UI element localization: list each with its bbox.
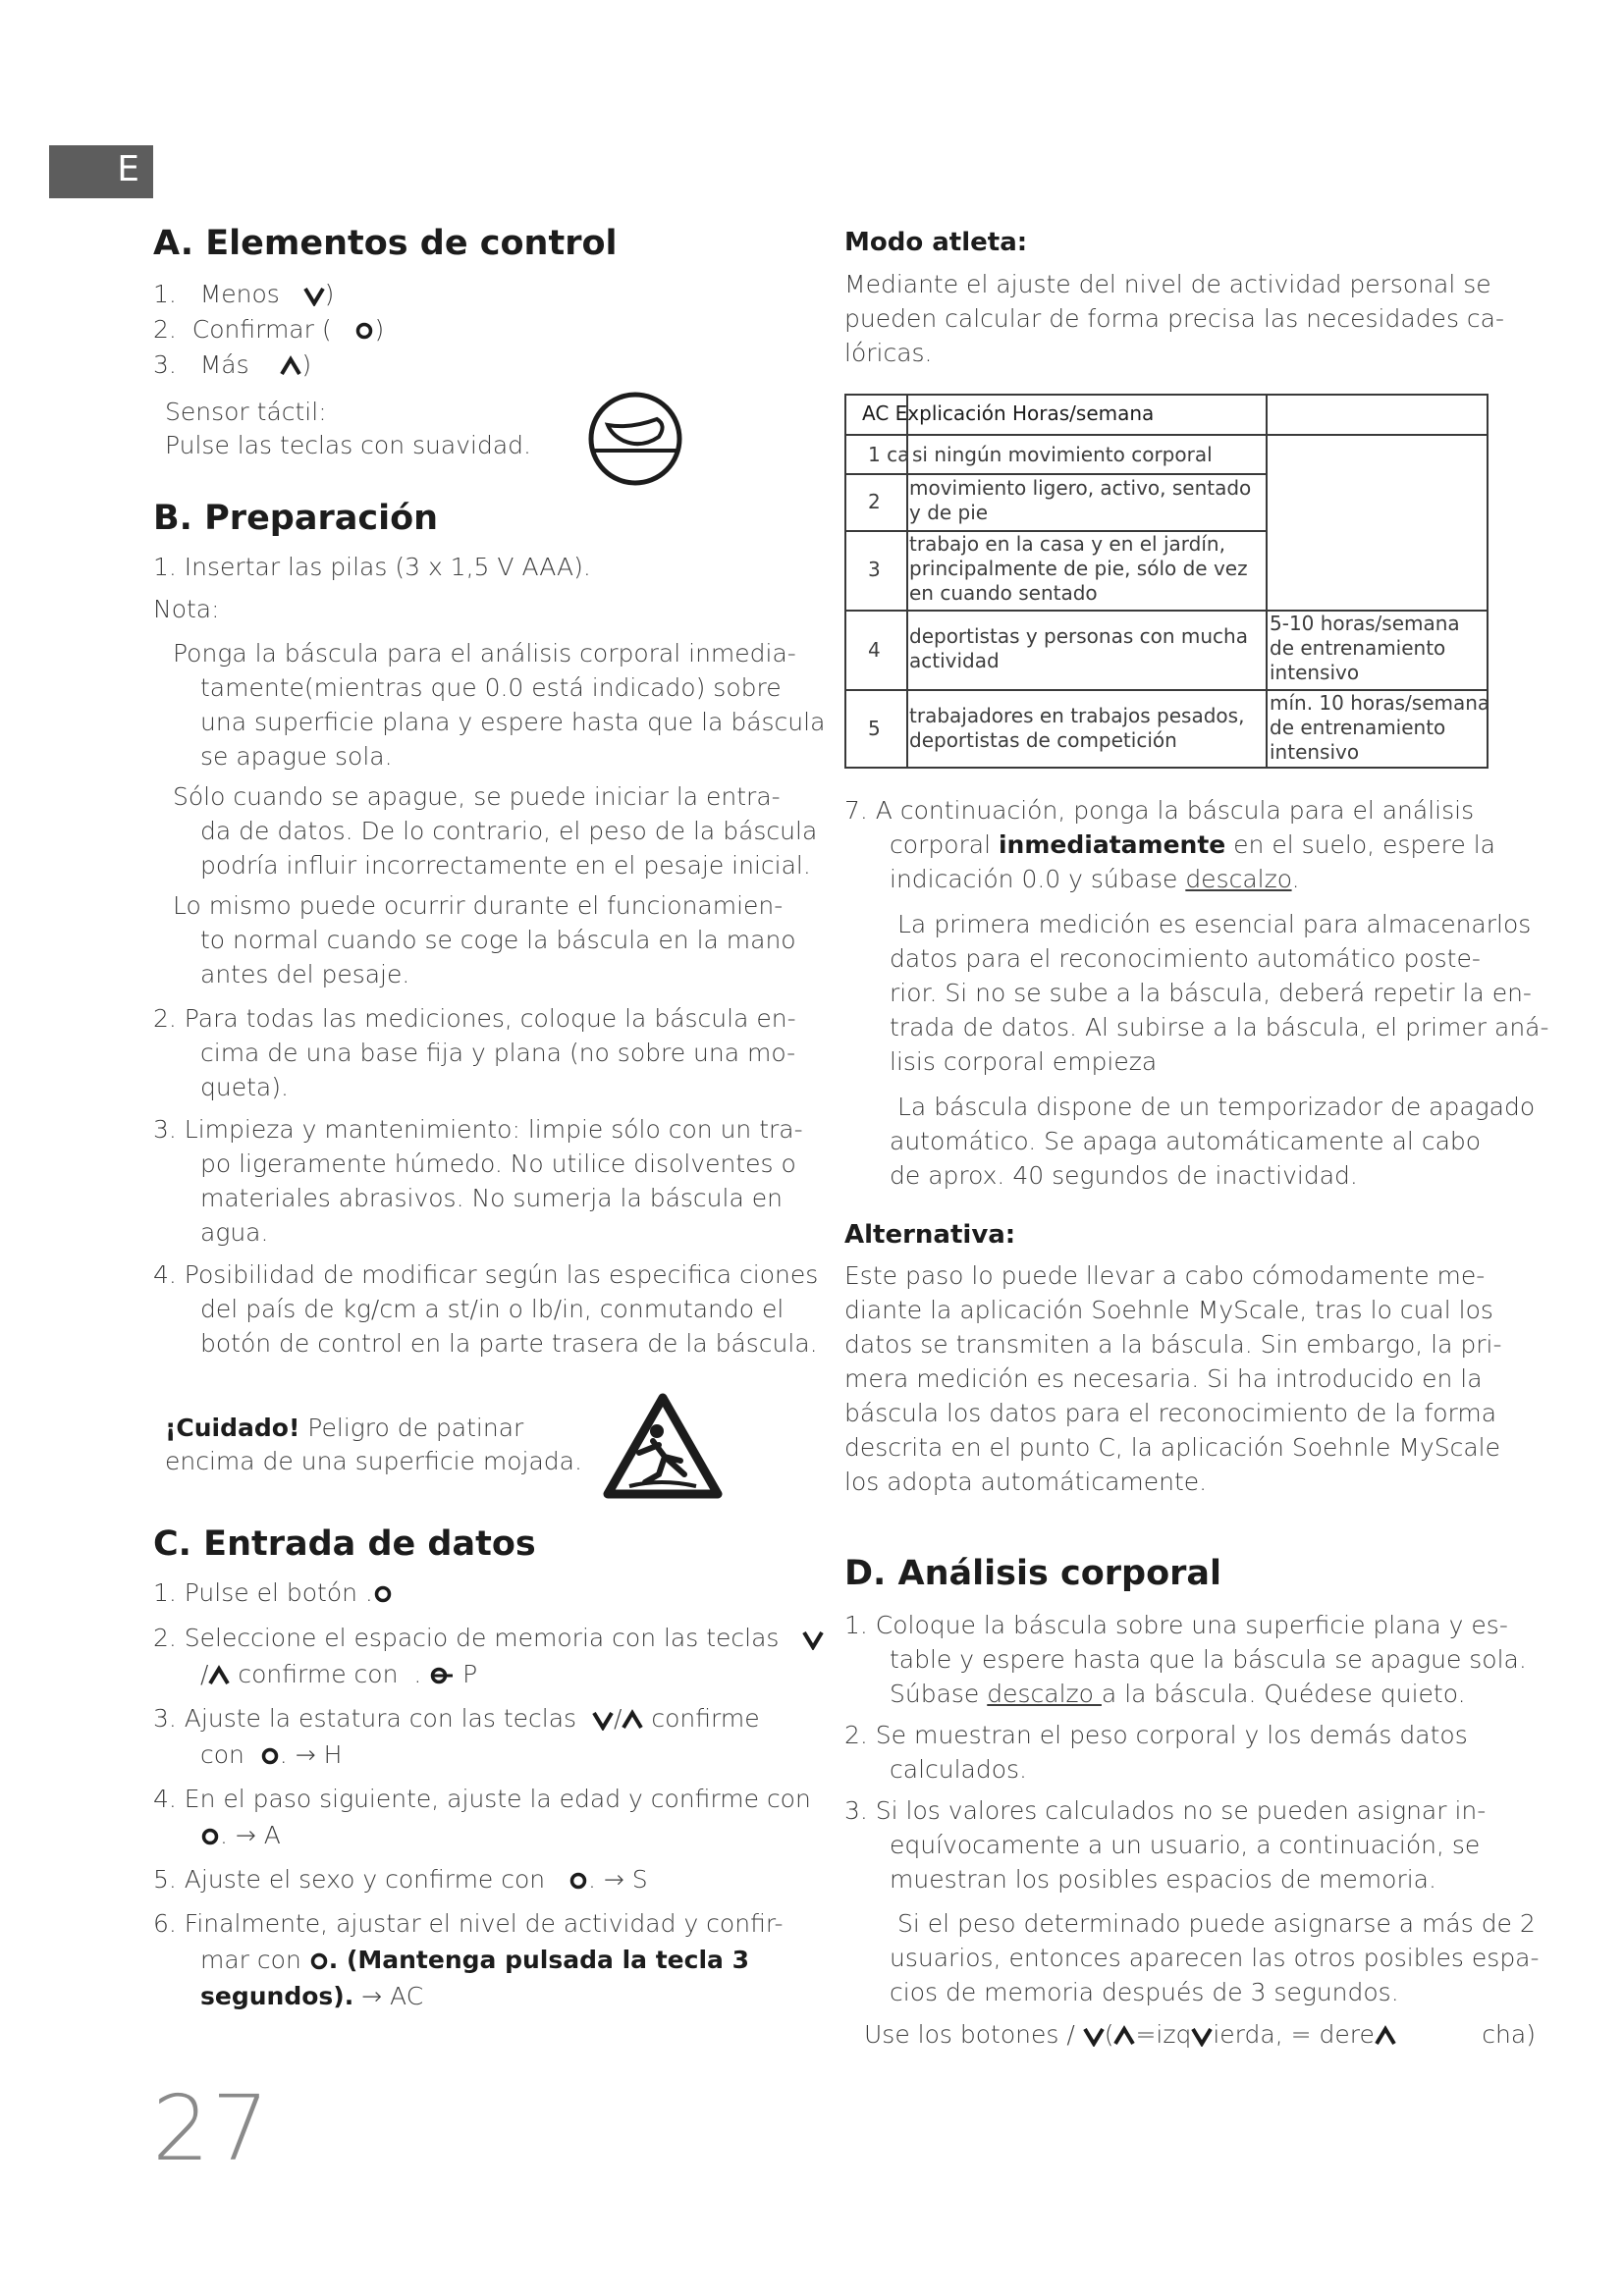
prep-item-2: 2. Para todas las mediciones, coloque la báscula en- xyxy=(153,1004,796,1033)
step-result: P xyxy=(455,1660,478,1688)
row-ac: 4 xyxy=(868,638,881,662)
table-header: AC Explicación Horas/semana xyxy=(862,401,1155,425)
analysis-line: 1. Coloque la báscula sobre una superficie plana y es- xyxy=(844,1611,1508,1639)
slash: / xyxy=(613,1704,623,1733)
note-label: Nota: xyxy=(153,595,220,623)
step-text: mar con xyxy=(200,1946,301,1974)
row-ac: 2 xyxy=(868,490,881,513)
confirm-key-icon xyxy=(354,321,374,341)
alternative-line: datos se transmiten a la báscula. Sin embargo, la pri- xyxy=(844,1330,1502,1359)
step-text: 1. Pulse el botón xyxy=(153,1578,357,1607)
prep-item-3: 3. Limpieza y mantenimiento: limpie sólo con un tra- xyxy=(153,1115,803,1144)
down-key-icon xyxy=(1083,2025,1105,2047)
row-desc: deportistas de competición xyxy=(909,728,1177,752)
row-desc: si ningún movimiento corporal xyxy=(912,443,1213,466)
row-ac: 5 xyxy=(868,717,881,740)
caution-rest: Peligro de patinar xyxy=(299,1414,524,1442)
confirm-key-icon xyxy=(260,1746,280,1766)
item-num: 2. xyxy=(153,315,177,344)
item-label: Menos xyxy=(199,280,280,308)
entry-step-2 xyxy=(153,1621,824,1655)
paren: ( xyxy=(1104,2020,1114,2049)
section-d-title: D. Análisis corporal xyxy=(844,1554,1222,1593)
note-line: Sólo cuando se apague, se puede iniciar la entra- xyxy=(173,782,781,811)
row-hours: intensivo xyxy=(1270,740,1360,764)
text: corporal xyxy=(890,830,999,859)
row-hours: 5-10 horas/semana xyxy=(1270,612,1460,635)
item-close: ) xyxy=(324,280,335,308)
prep-item-3-cont: agua. xyxy=(200,1218,269,1247)
step-text: con xyxy=(200,1740,244,1769)
entry-step-2-cont xyxy=(200,1657,477,1691)
row-desc: movimiento ligero, activo, sentado xyxy=(909,476,1252,500)
prep-item-4-cont: del país de kg/cm a st/in o lb/in, conmutando el xyxy=(200,1295,785,1323)
analysis-line: equívocamente a un usuario, a continuación, se xyxy=(890,1831,1481,1859)
dot: . xyxy=(364,1578,373,1607)
alternative-line: Este paso lo puede llevar a cabo cómodamente me- xyxy=(844,1261,1486,1290)
item-close: ) xyxy=(301,350,312,379)
alternative-line: descrita en el punto C, la aplicación Soehnle MyScale xyxy=(844,1433,1500,1462)
analysis-line: 3. Si los valores calculados no se pueden asignar in- xyxy=(844,1796,1487,1825)
note-line: una superficie plana y espere hasta que la báscula xyxy=(200,708,826,736)
athlete-line: pueden calcular de forma precisa las necesidades ca- xyxy=(844,304,1504,333)
control-item-1 xyxy=(153,277,334,311)
prep-item-3-cont: materiales abrasivos. No sumerja la báscula en xyxy=(200,1184,783,1212)
sensor-title: Sensor táctil: xyxy=(165,398,327,426)
note-line: tamente(mientras que 0.0 está indicado) sobre xyxy=(200,673,782,702)
text: indicación 0.0 y súbase xyxy=(890,865,1186,893)
slash: / xyxy=(200,1660,209,1688)
section-a-title: A. Elementos de control xyxy=(153,224,618,263)
text: Use los botones / xyxy=(864,2020,1075,2049)
prep-item-4-cont: botón de control en la parte trasera de la báscula. xyxy=(200,1329,818,1358)
section-tab-letter: E xyxy=(117,149,139,189)
prep-item-4: 4. Posibilidad de modificar según las especifica ciones xyxy=(153,1260,819,1289)
step-result: → AC xyxy=(353,1982,424,2010)
step-result: . → A xyxy=(220,1821,281,1849)
row-desc: trabajadores en trabajos pesados, xyxy=(909,704,1245,727)
note-line: da de datos. De lo contrario, el peso de la báscula xyxy=(200,817,818,845)
up-key-icon xyxy=(1113,2025,1135,2047)
alternative-line: mera medición es necesaria. Si ha introducido en la xyxy=(844,1364,1483,1393)
confirm-key-icon xyxy=(568,1871,588,1891)
prep-item-1: 1. Insertar las pilas (3 x 1,5 V AAA). xyxy=(153,553,591,581)
analysis-line: calculados. xyxy=(890,1755,1028,1784)
underlined-text: descalzo xyxy=(987,1680,1102,1708)
step-result: . → H xyxy=(279,1740,343,1769)
analysis-p: Si el peso determinado puede asignarse a más de 2 xyxy=(897,1909,1536,1938)
text: =izq xyxy=(1135,2020,1192,2049)
analysis-line: 2. Se muestran el peso corporal y los demás datos xyxy=(844,1721,1468,1749)
step-result: . → S xyxy=(587,1865,648,1894)
entry-step-4-cont xyxy=(200,1818,281,1852)
dot: . xyxy=(413,1660,422,1688)
row-hours: mín. 10 horas/semana xyxy=(1270,691,1490,715)
row-desc: en cuando sentado xyxy=(909,581,1098,605)
step7-p1: lisis corporal empieza xyxy=(890,1047,1158,1076)
step-text: 5. Ajuste el sexo y confirme con xyxy=(153,1865,546,1894)
up-key-icon xyxy=(622,1709,643,1731)
row-desc: y de pie xyxy=(909,501,989,524)
step7-p2: La báscula dispone de un temporizador de apagado xyxy=(897,1093,1536,1121)
note-line: se apague sola. xyxy=(200,742,393,771)
step-text: 3. Ajuste la estatura con las teclas xyxy=(153,1704,577,1733)
bold-text: inmediatamente xyxy=(998,830,1226,859)
item-num: 1. xyxy=(153,280,177,308)
text: cha) xyxy=(1482,2020,1536,2049)
prep-item-2-cont: cima de una base fija y plana (no sobre una mo- xyxy=(200,1039,796,1067)
note-line: antes del pesaje. xyxy=(200,960,410,988)
alternative-line: báscula los datos para el reconocimiento de la forma xyxy=(844,1399,1497,1427)
underlined-text: descalzo xyxy=(1185,865,1292,893)
step7-p2: automático. Se apaga automáticamente al cabo xyxy=(890,1127,1482,1155)
step7-p2: de aprox. 40 segundos de inactividad. xyxy=(890,1161,1358,1190)
text: en el suelo, espere la xyxy=(1225,830,1495,859)
confirm-key-icon xyxy=(373,1584,393,1604)
alternative-title: Alternativa: xyxy=(844,1220,1016,1250)
note-line: podría influir incorrectamente en el pesaje inicial. xyxy=(200,851,811,880)
row-ac: 3 xyxy=(868,558,881,581)
down-key-icon xyxy=(303,285,325,306)
row-desc: actividad xyxy=(909,649,1000,672)
row-desc: trabajo en la casa y en el jardín, xyxy=(909,532,1225,556)
page-number: 27 xyxy=(152,2076,272,2181)
analysis-line: muestran los posibles espacios de memoria. xyxy=(890,1865,1436,1894)
activity-table xyxy=(844,394,1489,769)
step-bold: . (Mantenga pulsada la tecla 3 xyxy=(328,1946,749,1974)
athlete-line: Mediante el ajuste del nivel de actividad personal se xyxy=(844,270,1491,298)
text: ierda, = dere xyxy=(1213,2020,1375,2049)
entry-step-3-cont xyxy=(200,1737,342,1772)
entry-step-5 xyxy=(153,1862,648,1896)
row-ac: 1 ca xyxy=(868,443,910,466)
row-hours: de entrenamiento xyxy=(1270,636,1446,660)
down-key-icon xyxy=(1191,2025,1213,2047)
step-text: confirme con xyxy=(230,1660,399,1688)
caution-line-1 xyxy=(165,1411,523,1445)
step7-p1: rior. Si no se sube a la báscula, deberá repetir la en- xyxy=(890,979,1532,1007)
step7-p1: La primera medición es esencial para almacenarlos xyxy=(897,910,1532,938)
up-key-icon xyxy=(1375,2025,1396,2047)
down-key-icon xyxy=(802,1629,824,1650)
item-label: Más xyxy=(199,350,249,379)
step-text: 2. Seleccione el espacio de memoria con las teclas xyxy=(153,1624,780,1652)
text: Súbase xyxy=(890,1680,988,1708)
analysis-p: cios de memoria después de 3 segundos. xyxy=(890,1978,1399,2006)
item-num: 3. xyxy=(153,350,177,379)
step7-line-2 xyxy=(890,828,1495,862)
section-b-title: B. Preparación xyxy=(153,499,439,538)
down-key-icon xyxy=(592,1709,614,1731)
text: a la báscula. Quédese quieto. xyxy=(1101,1680,1466,1708)
item-close: ) xyxy=(374,315,385,344)
alternative-line: diante la aplicación Soehnle MyScale, tras lo cual los xyxy=(844,1296,1493,1324)
entry-step-3 xyxy=(153,1701,760,1735)
note-line: Ponga la báscula para el análisis corporal inmedia- xyxy=(173,639,796,667)
row-desc: deportistas y personas con mucha xyxy=(909,624,1248,648)
prep-item-2-cont: queta). xyxy=(200,1073,289,1101)
up-key-icon xyxy=(280,355,301,377)
entry-step-4: 4. En el paso siguiente, ajuste la edad y confirme con xyxy=(153,1785,811,1813)
analysis-last-line xyxy=(864,2017,1536,2052)
arrow-icon xyxy=(429,1666,455,1685)
confirm-key-icon xyxy=(200,1827,220,1846)
step-text: confirme xyxy=(643,1704,760,1733)
control-item-2 xyxy=(153,312,384,347)
touch-sensor-icon xyxy=(586,390,684,488)
entry-step-6: 6. Finalmente, ajustar el nivel de actividad y confir- xyxy=(153,1909,784,1938)
athlete-line: lóricas. xyxy=(844,339,933,367)
up-key-icon xyxy=(208,1665,230,1686)
analysis-p: usuarios, entonces aparecen las otros posibles espa- xyxy=(890,1944,1540,1972)
prep-item-3-cont: po ligeramente húmedo. No utilice disolventes o xyxy=(200,1149,796,1178)
row-hours: intensivo xyxy=(1270,661,1360,684)
row-hours: de entrenamiento xyxy=(1270,716,1446,739)
caution-line-2: encima de una superficie mojada. xyxy=(165,1447,582,1475)
entry-step-6-cont xyxy=(200,1943,749,1977)
step7-line-1: 7. A continuación, ponga la báscula para el análisis xyxy=(844,796,1475,825)
note-line: to normal cuando se coge la báscula en la mano xyxy=(200,926,796,954)
step7-p1: trada de datos. Al subirse a la báscula, el primer aná- xyxy=(890,1013,1549,1041)
entry-step-6-cont2 xyxy=(200,1979,423,2013)
text: . xyxy=(1291,865,1300,893)
entry-step-1 xyxy=(153,1575,393,1610)
section-c-title: C. Entrada de datos xyxy=(153,1524,536,1564)
athlete-title: Modo atleta: xyxy=(844,228,1028,257)
step7-p1: datos para el reconocimiento automático poste- xyxy=(890,944,1481,973)
step-bold: segundos). xyxy=(200,1982,354,2010)
analysis-line: table y espere hasta que la báscula se apague sola. xyxy=(890,1645,1527,1674)
control-item-3 xyxy=(153,347,311,382)
caution-bold: ¡Cuidado! xyxy=(165,1414,300,1442)
note-line: Lo mismo puede ocurrir durante el funcionamien- xyxy=(173,891,784,920)
slip-warning-icon xyxy=(602,1392,724,1502)
confirm-key-icon xyxy=(309,1951,329,1971)
alternative-line: los adopta automáticamente. xyxy=(844,1468,1208,1496)
step7-line-3 xyxy=(890,862,1300,896)
sensor-text: Pulse las teclas con suavidad. xyxy=(165,431,531,459)
item-label: Confirmar ( xyxy=(191,315,332,344)
row-desc: principalmente de pie, sólo de vez xyxy=(909,557,1248,580)
section-tab xyxy=(49,145,153,198)
analysis-line xyxy=(890,1677,1466,1711)
